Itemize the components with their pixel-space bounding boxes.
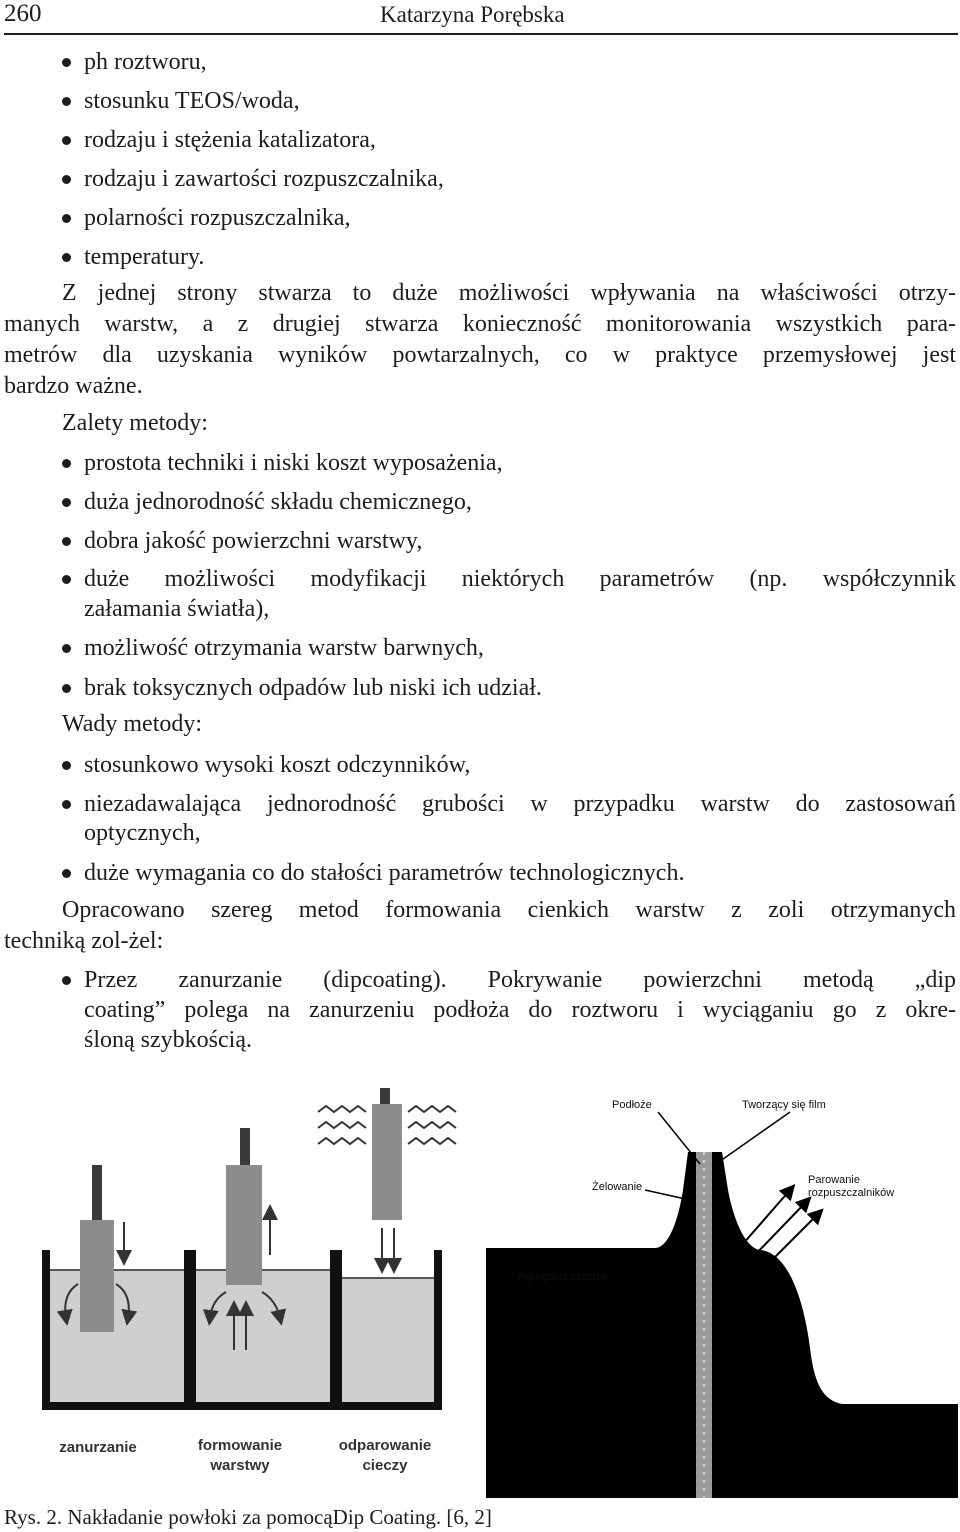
running-head-author: Katarzyna Porębska [380,2,565,27]
list-item: niezadawalająca jednorodność grubości w przypadku warstw do zastosowań [84,791,956,817]
stage-evaporation [318,1088,456,1410]
bullet-icon [62,214,71,223]
stage-label-immersion: zanurzanie [59,1439,137,1456]
paragraph-line: techniką zol-żel: [4,928,164,954]
bullet-icon [62,136,71,145]
callout-evaporation-2: rozpuszczalników [808,1187,895,1199]
paragraph-line: Opracowano szereg metod formowania cienkich warstw z zoli otrzymanych [62,897,956,923]
bullet-icon [62,58,71,67]
stage-label-formation-1: formowanie [197,1437,283,1454]
list-item: stosunku TEOS/woda, [84,88,300,114]
paragraph-line: Z jednej strony stwarza to duże możliwości wpływania na właściwości otrzy- [62,280,956,306]
callout-film: Tworzący się film [742,1099,826,1111]
bullet-icon [62,498,71,507]
bullet-icon [62,459,71,468]
list-item-continuation: załamania światła), [84,596,270,622]
list-item: ph roztworu, [84,49,207,75]
disadvantages-heading: Wady metody: [62,711,203,737]
dip-coating-figure [0,1080,960,1500]
list-item: możliwość otrzymania warstw barwnych, [84,635,484,661]
bullet-icon [62,800,71,809]
list-item-continuation: optycznych, [84,820,201,846]
paragraph-line: bardzo ważne. [4,373,143,399]
stage-immersion [42,1165,192,1410]
figure-caption: Rys. 2. Nakładanie powłoki za pomocąDip Coating. [6, 2] [4,1505,492,1529]
stage-label-evaporation-2: cieczy [362,1457,408,1474]
list-item-continuation: śloną szybkością. [84,1027,252,1053]
list-item: Przez zanurzanie (dipcoating). Pokrywanie powierzchni metodą „dip [84,967,956,993]
bullet-icon [62,575,71,584]
stage-label-formation-2: warstwy [210,1457,270,1474]
bullet-icon [62,976,71,985]
running-header [0,0,960,34]
callout-gelation: Żelowanie [592,1181,643,1193]
bullet-icon [62,644,71,653]
paragraph-line: manych warstw, a z drugiej stwarza konieczność monitorowania wszystkich para- [4,311,956,337]
bullet-icon [62,175,71,184]
list-item: rodzaju i zawartości rozpuszczalnika, [84,166,444,192]
page-number: 260 [4,0,42,27]
list-item: dobra jakość powierzchni warstwy, [84,528,423,554]
list-item: temperatury. [84,244,205,270]
bullet-icon [62,761,71,770]
list-item: rodzaju i stężenia katalizatora, [84,127,376,153]
list-item: duże wymagania co do stałości parametrów technologicznych. [84,860,685,886]
list-item: polarności rozpuszczalnika, [84,205,351,231]
list-item: prostota techniki i niski koszt wyposażenia, [84,450,503,476]
stage-film-formation [188,1128,338,1410]
callout-substrate: Podłoże [612,1099,652,1111]
bullet-icon [62,869,71,878]
meniscus-closeup [486,1099,958,1498]
bullet-icon [62,253,71,262]
list-item: stosunkowo wysoki koszt odczynników, [84,752,471,778]
paragraph-line: metrów dla uzyskania wyników powtarzalnych, co w praktyce przemysłowej jest [4,342,956,368]
list-item: duże możliwości modyfikacji niektórych parametrów (np. współczynnik [84,566,956,592]
dip-coating-diagram [0,1080,960,1500]
bullet-icon [62,537,71,546]
list-item-continuation: coating” polega na zanurzeniu podłoża do roztworu i wyciąganiu go z okre- [84,997,956,1023]
bullet-icon [62,684,71,693]
header-rule [4,33,958,35]
advantages-heading: Zalety metody: [62,410,208,436]
callout-aggregation: Agregacja cząstek [518,1271,608,1283]
callout-evaporation-1: Parowanie [808,1174,860,1186]
bullet-icon [62,97,71,106]
stage-label-evaporation-1: odparowanie [338,1437,432,1454]
list-item: duża jednorodność składu chemicznego, [84,489,472,515]
list-item: brak toksycznych odpadów lub niski ich udział. [84,675,542,701]
